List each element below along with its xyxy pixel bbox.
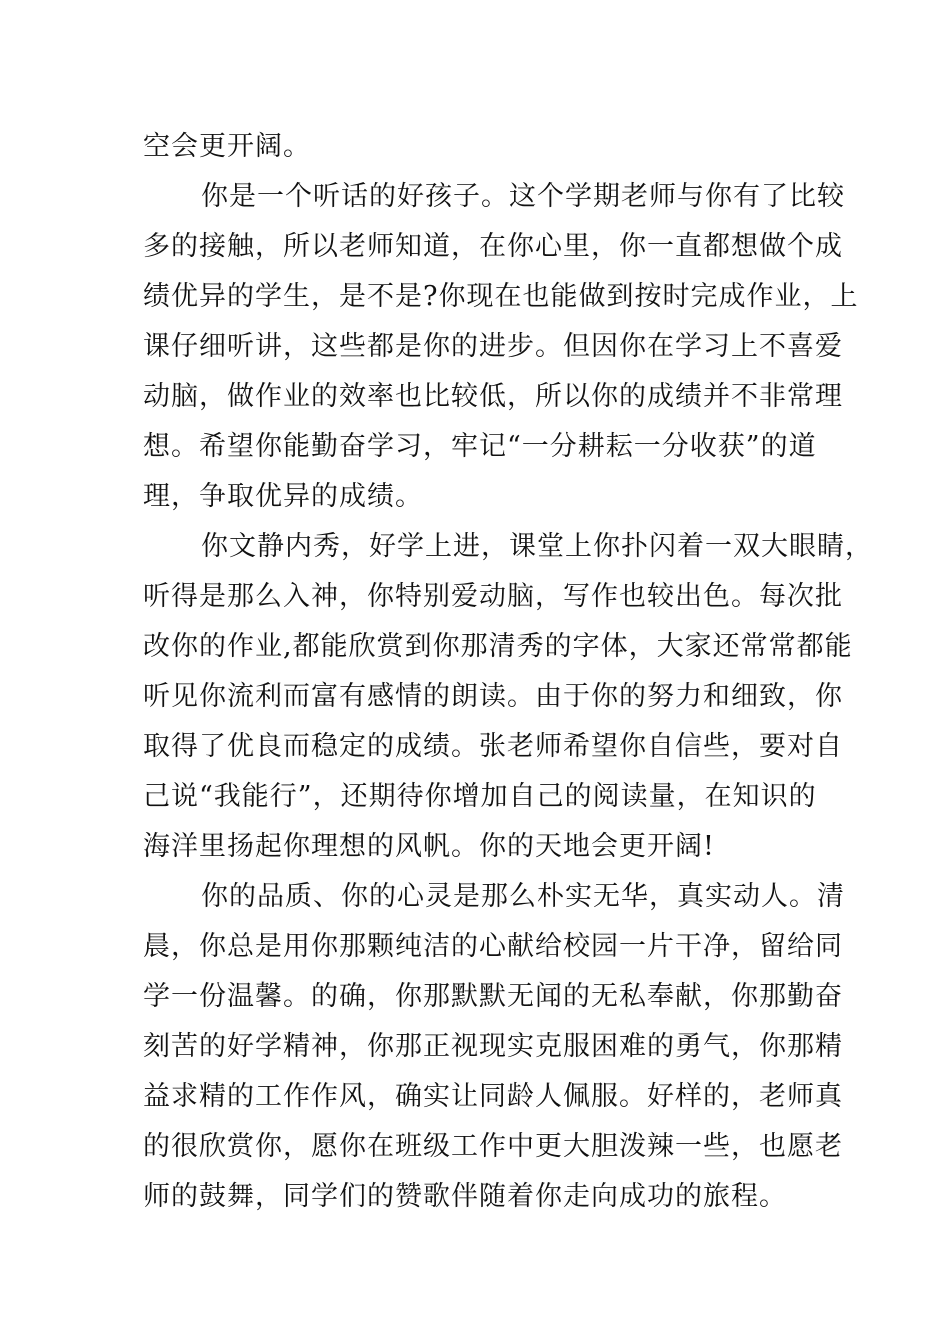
text-line: 动脑，做作业的效率也比较低，所以你的成绩并不非常理 <box>143 381 843 412</box>
text-line: 听见你流利而富有感情的朗读。由于你的努力和细致，你 <box>143 681 843 712</box>
text-line: 绩优异的学生，是不是?你现在也能做到按时完成作业，上 <box>143 281 859 312</box>
text-line: 的很欣赏你，愿你在班级工作中更大胆泼辣一些，也愿老 <box>143 1131 843 1162</box>
text-line: 改你的作业,都能欣赏到你那清秀的字体，大家还常常都能 <box>143 631 853 662</box>
text-line: 课仔细听讲，这些都是你的进步。但因你在学习上不喜爱 <box>143 331 843 362</box>
text-line: 多的接触，所以老师知道，在你心里，你一直都想做个成 <box>143 231 843 262</box>
text-line: 海洋里扬起你理想的风帆。你的天地会更开阔! <box>143 831 715 862</box>
text-line: 己说“我能行”，还期待你增加自己的阅读量，在知识的 <box>143 781 817 812</box>
text-line: 想。希望你能勤奋学习，牢记“一分耕耘一分收获”的道 <box>143 431 817 462</box>
paragraph-first-line: 你是一个听话的好孩子。这个学期老师与你有了比较 <box>201 181 845 212</box>
text-line: 空会更开阔。 <box>143 131 311 162</box>
text-line: 益求精的工作作风，确实让同龄人佩服。好样的，老师真 <box>143 1081 843 1112</box>
text-line: 取得了优良而稳定的成绩。张老师希望你自信些，要对自 <box>143 731 843 762</box>
text-line: 晨，你总是用你那颗纯洁的心献给校园一片干净，留给同 <box>143 931 843 962</box>
text-line: 刻苦的好学精神，你那正视现实克服困难的勇气，你那精 <box>143 1031 843 1062</box>
paragraph-first-line: 你文静内秀，好学上进，课堂上你扑闪着一双大眼睛， <box>201 531 873 562</box>
text-line: 理，争取优异的成绩。 <box>143 481 423 512</box>
text-line: 学一份温馨。的确，你那默默无闻的无私奉献，你那勤奋 <box>143 981 843 1012</box>
paragraph-first-line: 你的品质、你的心灵是那么朴实无华，真实动人。清 <box>201 881 845 912</box>
text-line: 听得是那么入神，你特别爱动脑，写作也较出色。每次批 <box>143 581 843 612</box>
text-line: 师的鼓舞，同学们的赞歌伴随着你走向成功的旅程。 <box>143 1181 787 1212</box>
